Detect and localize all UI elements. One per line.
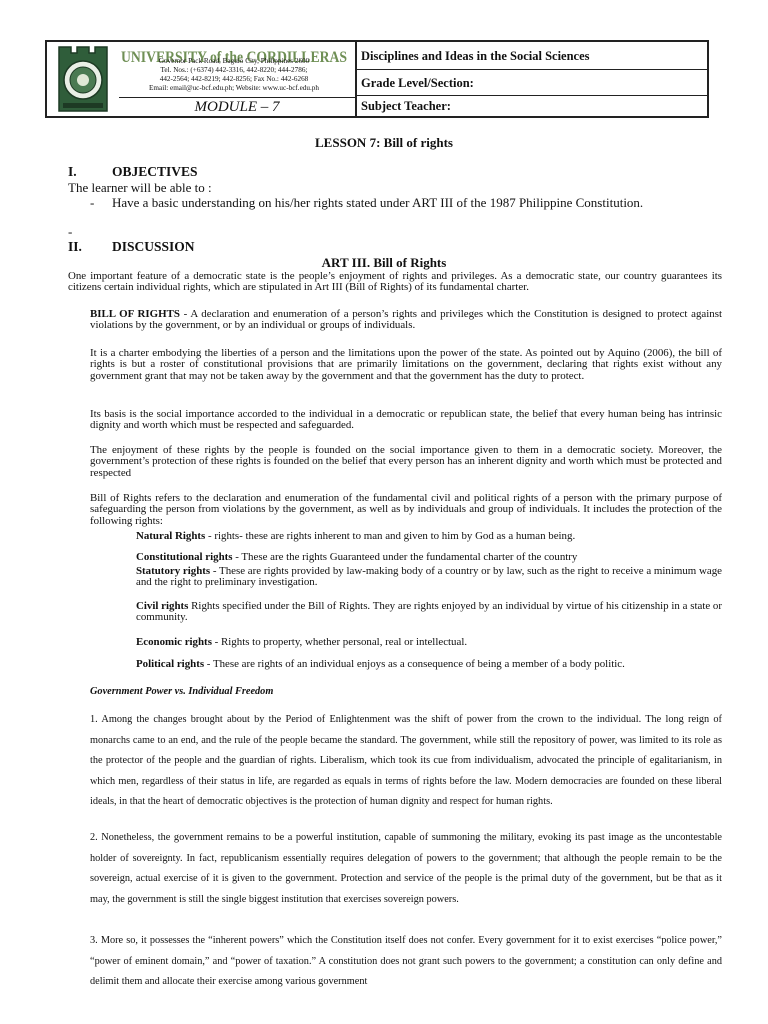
gov-power-heading: Government Power vs. Individual Freedom: [90, 686, 274, 697]
objectives-number: I.: [68, 164, 77, 179]
address-line-2: Tel. Nos.: (+6374) 442-3316, 442-8220; 444-2786;: [160, 66, 308, 74]
paragraph-inherent-powers: 3. More so, it possesses the “inherent powers” which the Constitution itself does not confer. Every government for it to exist exercises “police power,” “power of eminent domain,” and “power of taxation.” A constitution does not grant such powers to the government; a constitution can only define and delimit them and allocate their exercise among various government: [90, 935, 722, 987]
discussion-number: II.: [68, 239, 82, 254]
bullet-charter: It is a charter embodying the liberties of a person and the limitations upon the power of the state. As pointed out by Aquino (2006), the bill of rights is but a roster of constitutional provisions that are primarily limitations on the government, declaring that rights exist without any government grant that may not be taken away by the government and that the government has the duty to protect.: [90, 347, 722, 382]
objective-dash: -: [90, 195, 95, 210]
svg-text:UNIVERSITY of the CORDILLERAS: UNIVERSITY of the CORDILLERAS: [121, 49, 348, 66]
bullet-bill-of-rights: [90, 309, 722, 332]
right-natural: [136, 531, 722, 542]
paragraph-enlightenment: 1. Among the changes brought about by the Period of Enlightenment was the shift of power from the crown to the individual. The long reign of monarchs came to an end, and the rule of the people became the standard. The government, while still the repository of power, was limited to its role as the protector of the people and the guardian of rights. Liberalism, which took its cue from individualism, advocated the principle of egalitarianism, in which men, regardless of their status in life, are regarded as equals in terms of rights before the law. Modern democracies are founded on these liberal ideals, in that the heart of democratic objectives is the protection of human dignity and respect for human rights.: [90, 714, 722, 807]
module-number: MODULE – 7: [119, 97, 355, 117]
bullet-basis: Its basis is the social importance accorded to the individual in a democratic or republican state, the belief that every human being has intrinsic dignity and worth which must be respected and safeguarded.: [90, 408, 722, 432]
right-economic: [136, 637, 722, 648]
course-info-block: [355, 42, 707, 116]
right-text: - These are rights provided by law-making body of a country or by law, such as the right to receive a minimum wage and the right to preliminary investigation.: [136, 565, 722, 589]
right-civil: [136, 601, 722, 624]
right-text: - Rights to property, whether personal, real or intellectual.: [211, 636, 468, 648]
address-line-3: 442-2564; 442-8219; 442-8256; Fax No.: 442-6268: [159, 75, 309, 83]
grade-level-label: Grade Level/Section:: [355, 70, 707, 96]
right-political: [136, 659, 722, 670]
right-lead: Economic rights: [136, 636, 212, 648]
address-line-1: Governor Pack Road, Baguio City, Philippines 2600: [158, 57, 310, 65]
right-text: Rights specified under the Bill of Rights. They are rights enjoyed by an individual by virtue of his citizenship in a state or community.: [136, 600, 723, 624]
right-lead: Political rights: [136, 658, 205, 670]
right-text: - These are the rights Guaranteed under the fundamental charter of the country: [232, 551, 578, 563]
objectives-heading: OBJECTIVES: [112, 164, 198, 179]
university-block: [47, 42, 357, 116]
lesson-title: LESSON 7: Bill of rights: [315, 135, 453, 150]
bullet-lead: BILL OF RIGHTS: [90, 308, 180, 320]
bullet-refers: Bill of Rights refers to the declaration and enumeration of the fundamental civil and political rights of a person with the primary purpose of safeguarding the person from violations by the government, as well as by individuals and group of individuals. It includes the protection of the following rights:: [90, 492, 722, 527]
stray-dash: -: [68, 224, 73, 239]
discussion-heading: DISCUSSION: [112, 239, 195, 254]
subject-title: Disciplines and Ideas in the Social Sciences: [355, 42, 707, 70]
right-lead: Civil rights: [136, 600, 189, 612]
right-statutory: [136, 566, 722, 589]
bullet-enjoyment: The enjoyment of these rights by the people is founded on the social importance given to them in a democratic society. Moreover, the government’s protection of these rights is founded on the belief that every person has an inherent dignity and worth which must be protected and respected: [90, 444, 722, 479]
right-text: - rights- these are rights inherent to man and given to him by God as a human being.: [205, 530, 576, 542]
right-text: - These are rights of an individual enjoys as a consequence of being a member of a body politic.: [204, 658, 625, 670]
university-seal-logo: [55, 45, 111, 113]
discussion-intro: One important feature of a democratic state is the people’s enjoyment of rights and privileges. As a democratic state, our country guarantees its citizens certain individual rights, which are stipulated in Art III (Bill of Rights) of its fundamental charter.: [68, 270, 722, 294]
art-title: ART III. Bill of Rights: [321, 255, 447, 270]
right-constitutional: [136, 552, 722, 563]
objectives-intro: The learner will be able to :: [68, 180, 212, 195]
bullet-text: - A declaration and enumeration of a person’s rights and privileges which the Constitution is designed to protect against violations by the government, or by an individual or groups of individuals.: [90, 308, 722, 332]
university-address: [119, 57, 349, 93]
right-lead: Constitutional rights: [136, 551, 233, 563]
module-header: [45, 40, 709, 118]
right-lead: Statutory rights: [136, 565, 211, 577]
right-lead: Natural Rights: [136, 530, 206, 542]
subject-teacher-label: Subject Teacher:: [361, 99, 451, 113]
paragraph-government-power: 2. Nonetheless, the government remains to be a powerful institution, capable of summoning the military, evoking its past image as the uncontestable holder of sovereignty. In fact, republicanism essentially requires delegation of powers to the government; that although the people remain to be the sovereign, actual exercise of it is given to the government. Protection and service of the people is the primal duty of the government, but be that as it may, the government is still the single biggest institution that exercises sovereign powers.: [90, 832, 722, 905]
address-line-4: Email: email@uc-bcf.edu.ph; Website: www.uc-bcf.edu.ph: [149, 84, 319, 92]
objective-item: Have a basic understanding on his/her rights stated under ART III of the 1987 Philippine Constitution.: [112, 195, 644, 210]
